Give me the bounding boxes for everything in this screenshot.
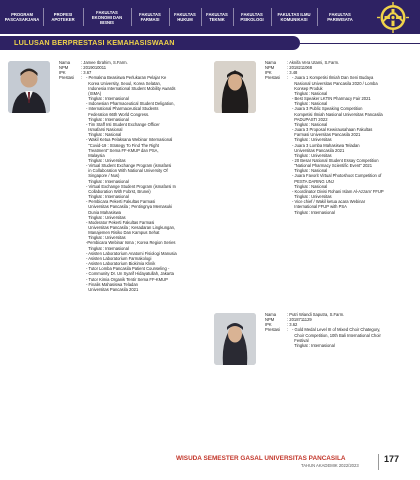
footer-title: WISUDA SEMESTER GASAL UNIVERSITAS PANCASILA [176, 455, 346, 462]
graduate-photo [214, 313, 256, 365]
achievement-line: Konsep Produk [292, 85, 323, 91]
footer-divider [378, 454, 379, 470]
graduate-photo [214, 61, 256, 113]
nav-pascasarjana[interactable]: PROGRAM PASCASARJANA [4, 12, 40, 22]
achievement-line: Tingkat : Universitas [86, 214, 126, 220]
achievement-line: - Asisten Laboratorium Biokimia Klinik [86, 261, 156, 267]
banner-rule [300, 43, 420, 44]
graduate-photo [8, 61, 50, 113]
npm-label: NPM [265, 317, 275, 323]
achievement-line: (ISMA) [86, 90, 102, 96]
ipk-label: IPK [59, 70, 66, 76]
achievement-line: - Juara 3 Public Speaking Competition [292, 106, 363, 112]
achievement-line: - Asisten Laboratorium Farmakologi [86, 255, 152, 261]
achievement-line: Tingkat : Internasional [86, 96, 129, 102]
name-value: : Jamee Ibrahim, S.Farm. [81, 60, 128, 65]
achievement-line: - Pembicara Pekerti Fakultas Farmasi [86, 199, 156, 205]
prestasi-list [86, 75, 209, 292]
achievement-line: Farmasi Universitas Pancasila 2021 [292, 132, 361, 138]
name-value: : Aknifa Vera Utami, S.Farm. [287, 60, 340, 65]
university-crest-icon [370, 1, 416, 34]
achievement-line: - Tutor Kimia Organik Tentir Sema FF-KMUP [86, 276, 168, 282]
achievement-line: - Juara Favorit Virtual Photoshoot Competition of [292, 173, 382, 179]
achievement-line: Ismafarsi Nasional [86, 127, 123, 133]
achievement-line: Universitas Pancasila 2021 [292, 147, 345, 153]
achievement-line: - 20 Besar National Student Essay Competition [292, 157, 379, 163]
achievement-line: -Pembicara Webinar Isma ; Korea Region Series [86, 240, 176, 246]
achievement-line: Tingkat : Universitas [292, 194, 332, 200]
achievement-line: Tingkat : Internasional [292, 342, 335, 348]
name-label: Nama [265, 60, 277, 65]
section-title: LULUSAN BERPRESTASI KEMAHASISWAAN [14, 38, 175, 47]
achievement-line: - Moderator Pekerti Fakultas Farmasi [86, 219, 155, 225]
achievement-line: Nasional Universitas Pancasila 2020 / Lomba [292, 80, 378, 86]
prestasi-list [292, 75, 415, 214]
npm-value: : 2018211068 [287, 65, 313, 71]
achievement-line: Tingkat : Nasional [292, 101, 328, 107]
ipk-value: : 3.62 [287, 322, 298, 328]
achievement-line: in Collaboration With National University Of [86, 168, 168, 174]
achievement-line: - Juara 3 Lomba Mahasiswa Teladan [292, 142, 360, 148]
achievement-line: Tingkat : Universitas [292, 152, 332, 158]
prestasi-label: Prestasi [265, 327, 280, 333]
achievement-line: Tingkat : Nasional [292, 121, 328, 127]
npm-value: : 2019010011 [81, 65, 107, 71]
achievement-line: - Community Dr. Un Syarif Hidayatullah, Jakarta [86, 271, 174, 277]
page-number: 177 [384, 454, 400, 464]
npm-label: NPM [59, 65, 69, 71]
achievement-line: Singapore / Nus) [86, 173, 120, 179]
achievement-line: Tingkat : Internasional [86, 245, 129, 251]
achievement-line: - Tim Staff Inti Student Exchange Officer [86, 121, 160, 127]
achievement-line: PADUPASTI 2022 [292, 116, 328, 122]
achievement-line: Kompetisi Ilmiah Nasional Universitas Pancasila [292, 111, 383, 117]
achievement-line: Tingkat : Nasional [292, 183, 328, 189]
ipk-label: IPK [265, 322, 272, 328]
achievement-line: Manajemen Risiko Dan Kampus Sehat [86, 230, 160, 236]
ipk-label: IPK [265, 70, 272, 76]
achievement-line: Tingkat : Internasional [292, 209, 335, 215]
achievement-line: - International Pharmaceutical Students [86, 106, 159, 112]
nav-psikologi[interactable]: FAKULTAS PSIKOLOGI [240, 12, 264, 22]
nav-ekonomi-bisnis[interactable]: FAKULTAS EKONOMI DAN BISNIS [91, 9, 123, 25]
achievement-line: Malaysia [86, 152, 105, 158]
achievement-line: Tingkat : Universitas [86, 235, 126, 241]
ipk-value: : 3.67 [81, 70, 92, 76]
achievement-line: - Finalis Mahasiswa Teladan [86, 281, 138, 287]
achievement-line: Choir Competition, 10th Bali International Choir [292, 332, 381, 338]
prestasi-label: Prestasi [265, 75, 280, 81]
achievement-line: - Gold Medal Level III of Mixed Choir Chategory, [292, 327, 381, 333]
achievement-line: - Vice chief / Wakil ketua acara Webinar [292, 199, 366, 205]
achievement-line: Universitas Pancasila ; Kesadaran Lingkungan, [86, 225, 176, 230]
achievement-line: Tingkat : Nasional [292, 168, 328, 174]
name-label: Nama [59, 60, 71, 65]
achievement-line: - Tutor Lomba Pancasila Patient Counseling - [86, 266, 170, 272]
achievement-line: PESTA DARING UNJ [292, 178, 334, 184]
name-value: : Putri Wiandi Saputra, S.Farm. [287, 312, 345, 317]
achievement-line: Tingkat : Universitas [86, 157, 126, 163]
nav-apoteker[interactable]: PROFESI APOTEKER [51, 12, 75, 22]
achievement-line: - Virtual Exchange Student Program (ismafarsi In [86, 183, 176, 189]
prestasi-colon: : [287, 75, 289, 81]
name-label: Nama [265, 312, 277, 317]
achievement-line: "National Pharmacy Scientific Event" 2021 [292, 163, 373, 169]
graduate-record-1 [59, 60, 209, 292]
prestasi-label: Prestasi [59, 75, 74, 81]
achievement-line: - Indonesian Pharmaceutical Student Deligation, [86, 101, 175, 107]
achievement-line: International FFUP with PSA [292, 204, 347, 210]
prestasi-colon: : [287, 327, 289, 333]
nav-teknik[interactable]: FAKULTAS TEKNIK [206, 12, 228, 22]
footer-subtitle: TAHUN AKADEMIK 2022/2023 [301, 463, 359, 468]
prestasi-list [292, 327, 415, 348]
achievement-line: - Juara 3 Proposal Kewirausahaan Fakultas [292, 127, 373, 133]
achievement-line: "Covid-19 : Strategy To Find The Right [86, 142, 159, 148]
achievement-line: - Pemakna Beasiswa Perlukaran Pelajar Ke [86, 75, 167, 81]
achievement-line: Festival [292, 337, 309, 343]
achievement-line: Tingkat : Nasional [292, 90, 328, 96]
graduate-record-3 [265, 312, 415, 348]
achievement-line: - Juara 1 Kompetisi Ilmiah Dan Seni Budaya [292, 75, 374, 81]
achievement-line: Federation 66th World Congress. [86, 111, 150, 117]
achievement-line: Collaboration With Fobrst, Brunei) [86, 188, 151, 194]
achievement-line: - Koordinator Divisi Rohani Islam Al-Azzam' FFUP [292, 188, 384, 194]
achievement-line: Dunia Mahasiswa [86, 209, 121, 215]
achievement-line: Tingkat : Internasional [86, 194, 129, 200]
nav-pariwisata[interactable]: FAKULTAS PARIWISATA [327, 12, 353, 22]
nav-farmasi[interactable]: FAKULTAS FARMASI [139, 12, 161, 22]
nav-ilmu-komunikasi[interactable]: FAKULTAS ILMU KOMUNIKASI [277, 12, 311, 22]
nav-hukum[interactable]: FAKULTAS HUKUM [174, 12, 196, 22]
npm-value: : 2018711129 [287, 317, 312, 323]
achievement-line: - Virtual Student Exchange Program (ismafarsi [86, 163, 172, 169]
prestasi-colon: : [81, 75, 83, 81]
achievement-line: Universitas Pancasila ; Pentingnya Memasuki [86, 204, 173, 210]
achievement-line: Treatment" Sema FF-KMUP dan PSA, [86, 147, 159, 153]
achievement-line: Tingkat : Universitas [292, 137, 332, 143]
achievement-line: Tingkat : Internasional [86, 116, 129, 122]
achievement-line: - Wakil Ketua Pelaksana Webinar Internasional [86, 137, 173, 143]
achievement-line: Universitas Pancasila 2021 [86, 286, 139, 292]
achievement-line: Tingkat : Nasional [86, 132, 122, 138]
achievement-line: - Asisten Laboratorium Anatomi Fisiologi Manusia [86, 250, 177, 256]
achievement-line: Indonesia International Student Mobility Awards [86, 85, 176, 91]
achievement-line: - Best Speaker LKTIN Pharmacy Fair 2021 [292, 96, 371, 102]
achievement-line: Tingkat : Internasional [86, 178, 129, 184]
achievement-line: Korea University, Seoul, Korea Selatan, [86, 80, 161, 86]
graduate-record-2 [265, 60, 415, 215]
npm-label: NPM [265, 65, 275, 71]
ipk-value: : 3.48 [287, 70, 298, 76]
